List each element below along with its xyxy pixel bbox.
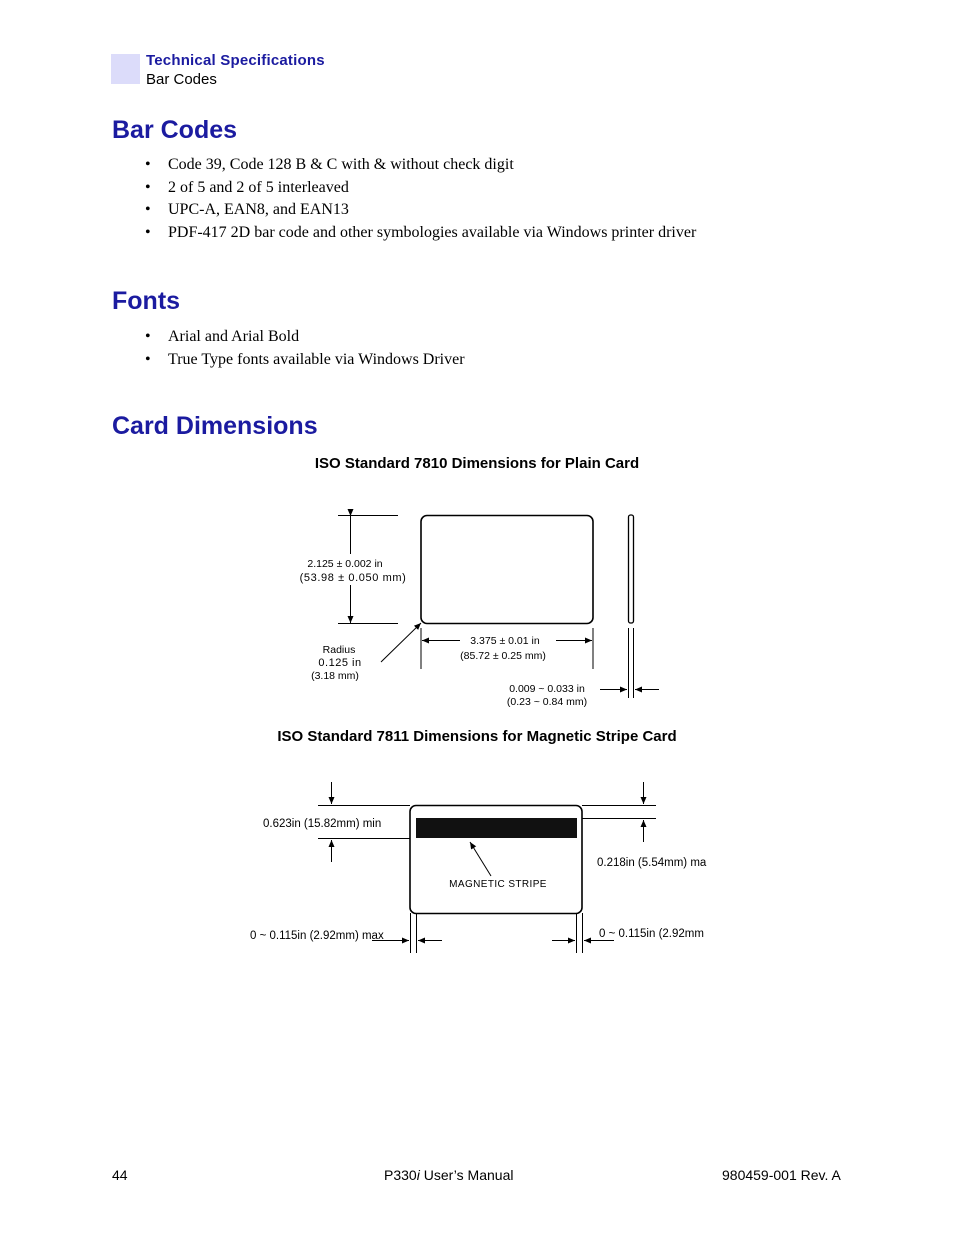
right-margin-label: 0 ~ 0.115in (2.92mm: [599, 928, 704, 940]
width-mm-label: (85.72 ± 0.25 mm): [460, 650, 546, 662]
footer-page-number: 44: [112, 1167, 128, 1183]
manual-title-italic: i: [416, 1167, 420, 1183]
stripe-leader-line: [470, 842, 491, 876]
header-section-title: Technical Specifications: [146, 52, 325, 69]
thickness-inch-label: 0.009 ~ 0.033 in: [509, 683, 585, 695]
manual-title-suffix: User’s Manual: [419, 1167, 514, 1183]
list-item: • PDF-417 2D bar code and other symbologies available via Windows printer driver: [145, 222, 696, 245]
footer-doc-number: 980459-001 Rev. A: [722, 1167, 841, 1183]
height-inch-label: 2.125 ± 0.002 in: [307, 558, 383, 570]
list-item: • Arial and Arial Bold: [145, 326, 465, 349]
manual-title-prefix: P330: [384, 1167, 417, 1183]
width-inch-label: 3.375 ± 0.01 in: [470, 635, 540, 647]
radius-inch-label: 0.125 in: [318, 657, 362, 669]
list-item: • Code 39, Code 128 B & C with & without check digit: [145, 154, 696, 177]
height-mm-label: (53.98 ± 0.050 mm): [299, 572, 407, 584]
stripe-max-label: 0.218in (5.54mm) ma: [597, 857, 707, 869]
stripe-label: MAGNETIC STRIPE: [449, 879, 547, 890]
footer-manual-title: [384, 1167, 513, 1183]
list-item: • 2 of 5 and 2 of 5 interleaved: [145, 177, 696, 200]
list-item: • True Type fonts available via Windows Driver: [145, 349, 465, 372]
header-subsection-title: Bar Codes: [146, 71, 217, 88]
stripe-max-dimension: [582, 782, 656, 842]
thickness-mm-label: (0.23 ~ 0.84 mm): [506, 696, 588, 708]
card-dimensions-heading: Card Dimensions: [112, 412, 318, 440]
figure-2-caption: ISO Standard 7811 Dimensions for Magnetic Stripe Card: [277, 728, 677, 745]
magnetic-stripe-bar: [416, 818, 577, 838]
radius-label: Radius: [322, 644, 356, 656]
fonts-heading: Fonts: [112, 287, 181, 315]
radius-mm-label: (3.18 mm): [311, 670, 359, 682]
left-margin-label: 0 ~ 0.115in (2.92mm) max: [250, 930, 384, 942]
stripe-min-label: 0.623in (15.82mm) min: [263, 818, 382, 830]
list-item: • UPC-A, EAN8, and EAN13: [145, 199, 696, 222]
figure-1-caption: ISO Standard 7810 Dimensions for Plain Card: [314, 455, 640, 472]
bar-codes-heading: Bar Codes: [112, 116, 238, 144]
